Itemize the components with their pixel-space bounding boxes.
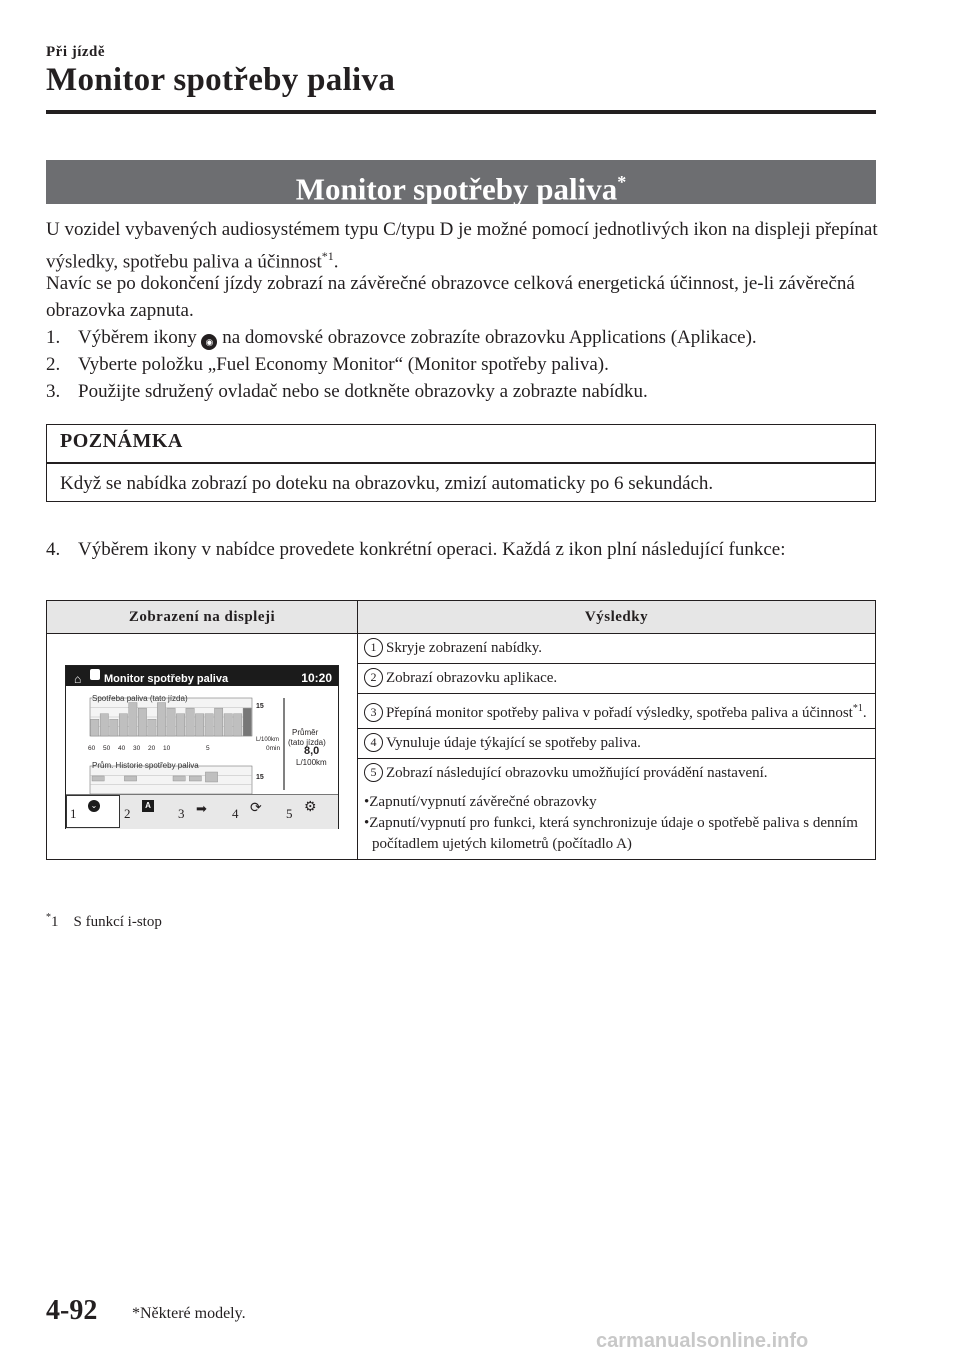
chart1-bar [167, 708, 175, 736]
bullet-1-text: Zapnutí/vypnutí závěrečné obrazovky [369, 794, 597, 810]
chart1-label: Spotřeba paliva (tato jízda) [92, 693, 188, 703]
step-1 [46, 324, 886, 351]
chart1-bar [176, 713, 184, 735]
chart1-bar [148, 719, 156, 736]
chart1-xtick: 0min [266, 744, 281, 752]
functions-table [46, 600, 876, 860]
average-sublabel: (tato jízda) [288, 737, 326, 747]
chart1-xtick: 60 [88, 744, 96, 752]
step-3 [46, 378, 886, 405]
result-row-5 [358, 759, 876, 860]
chart1-bar [138, 708, 146, 736]
average-value: 8,0 [304, 744, 320, 757]
chart2-label: Prům. Historie spotřeby paliva [92, 760, 199, 770]
bullet-2-text: Zapnutí/vypnutí pro funkci, která synchronizuje údaje o spotřebě paliva s denním počítadlem ujetých kilometrů (počítadlo A) [369, 815, 858, 852]
chart1-bar [110, 719, 118, 736]
step-1-text-b: na domovské obrazovce zobrazíte obrazovku Applications (Aplikace). [222, 327, 757, 348]
chart1-xticks [88, 738, 288, 752]
chart1-xtick: 50 [103, 744, 111, 752]
step-2-text: Vyberte položku „Fuel Economy Monitor“ (Monitor spotřeby paliva). [78, 354, 609, 375]
table-header-results: Výsledky [358, 601, 876, 634]
callout-1: 1 [70, 805, 77, 821]
chart1-xtick: 10 [163, 744, 171, 752]
step-4 [46, 536, 886, 563]
intro-paragraph-1 [46, 216, 886, 275]
step-4-text: Výběrem ikony v nabídce provedete konkrétní operaci. Každá z ikon plní následující funkce: [78, 539, 786, 560]
table-header-row [47, 601, 876, 634]
row-3-end: . [862, 705, 867, 721]
table-header-display: Zobrazení na displeji [47, 601, 358, 634]
result-row-1 [358, 634, 876, 664]
chart1-unit: L/100km [256, 736, 280, 743]
page-title: Monitor spotřeby paliva [46, 62, 396, 98]
screen-menu-bar [66, 794, 338, 829]
page-number: 4-92 [46, 1295, 98, 1326]
note-text: Když se nabídka zobrazí po doteku na obrazovku, zmizí automaticky po 6 sekundách. [60, 473, 714, 494]
screen-title: Monitor spotřeby paliva [104, 672, 229, 685]
models-note: *Některé modely. [132, 1305, 246, 1322]
applications-icon: ◉ [201, 334, 217, 350]
callout-3: 3 [178, 805, 185, 821]
header-rule [46, 110, 876, 114]
chart1-bar [234, 713, 242, 735]
row-number-3: 3 [364, 703, 383, 722]
chart2-bar [189, 776, 201, 781]
row-number-5: 5 [364, 763, 383, 782]
step-3-number: 3. [46, 381, 61, 402]
footnote-number: 1 [51, 914, 59, 930]
footnote-mark: * [46, 912, 51, 923]
step-3-text: Použijte sdružený ovladač nebo se dotkněte obrazovky a zobrazte nabídku. [78, 381, 648, 402]
chart2-bar [205, 772, 217, 782]
result-row-3 [358, 694, 876, 729]
chart1-bar [195, 713, 203, 735]
step-4-number: 4. [46, 539, 61, 560]
chart1-bar [214, 708, 222, 736]
row-text-1: Skryje zobrazení nabídky. [386, 640, 543, 656]
screen-cell [47, 634, 358, 860]
watermark: carmanualsonline.info [596, 1330, 809, 1352]
settings-gear-icon[interactable]: ⚙ [304, 797, 317, 814]
note-divider [46, 462, 876, 464]
chart2-ymax: 15 [256, 773, 264, 781]
footnote-text: S funkcí i-stop [73, 914, 162, 930]
table-row [47, 634, 876, 664]
section-banner [46, 160, 876, 207]
chart1-xtick: 40 [118, 744, 126, 752]
switch-view-icon[interactable]: ➡ [196, 800, 207, 816]
intro-p1-end: . [333, 251, 339, 273]
bullet-item: •Zapnutí/vypnutí pro funkci, která synchronizuje údaje o spotřebě paliva s denním počítadlem ujetých kilometrů (počítadlo A) [364, 815, 858, 852]
intro-paragraph-2: Navíc se po dokončení jízdy zobrazí na závěrečné obrazovce celková energetická účinnost, je-li závěrečná obrazovka zapnuta. [46, 273, 855, 321]
applications-icon [90, 669, 100, 680]
home-icon[interactable]: ⌂ [74, 671, 82, 686]
chart1-ymax: 15 [256, 702, 264, 710]
note-title: POZNÁMKA [60, 430, 183, 452]
step-1-text-a: Výběrem ikony [78, 327, 197, 348]
chart1-xtick: 20 [148, 744, 156, 752]
step-2-number: 2. [46, 354, 61, 375]
screen-time: 10:20 [301, 670, 332, 685]
result-row-4 [358, 729, 876, 759]
row-text-4: Vynuluje údaje týkající se spotřeby paliva. [386, 735, 641, 751]
chart1-xtick: 5 [206, 744, 210, 752]
row-number-2: 2 [364, 668, 383, 687]
row-number-1: 1 [364, 638, 383, 657]
intro-p1-text: U vozidel vybavených audiosystémem typu C/typu D je možné pomocí jednotlivých ikon na displeji přepínat výsledky, spotřebu paliva a účinnost [46, 219, 878, 273]
chart2-bar [92, 776, 104, 781]
bullet-item: •Zapnutí/vypnutí závěrečné obrazovky [364, 794, 597, 810]
row-number-4: 4 [364, 733, 383, 752]
row-text-2: Zobrazí obrazovku aplikace. [386, 670, 558, 686]
section-label: Při jízdě [46, 44, 106, 60]
step-2 [46, 351, 886, 378]
screen-title-bar [66, 666, 338, 686]
chart1-bar [91, 719, 99, 736]
reset-icon[interactable]: ⟳ [250, 798, 262, 815]
chart2-bar [124, 776, 136, 781]
chart1-bar [243, 708, 251, 736]
hide-menu-icon[interactable]: ⌄ [88, 800, 100, 812]
chart1-bar [186, 708, 194, 736]
row-text-5: Zobrazí následující obrazovku umožňující provádění nastavení. [386, 765, 768, 781]
banner-title: Monitor spotřeby paliva [295, 171, 618, 207]
banner-asterisk: * [617, 172, 627, 192]
average-label: Průměr [292, 727, 319, 737]
footnote-ref: *1 [321, 249, 334, 263]
row-text-3: Přepíná monitor spotřeby paliva v pořadí výsledky, spotřeba paliva a účinnost [386, 705, 853, 721]
chart1-bar [100, 713, 108, 735]
row-3-footnote-ref: *1 [852, 703, 863, 714]
callout-4: 4 [232, 805, 239, 821]
chart2-bar [173, 776, 185, 781]
chart1-bar [119, 713, 127, 735]
applications-button-icon[interactable]: A [142, 800, 154, 812]
fuel-monitor-screen [65, 665, 339, 829]
result-row-2 [358, 664, 876, 694]
callout-5: 5 [286, 805, 293, 821]
chart1-bar [224, 713, 232, 735]
chart1-xtick: 30 [133, 744, 141, 752]
footnote [46, 912, 162, 931]
step-1-number: 1. [46, 327, 61, 348]
average-unit: L/100km [296, 757, 327, 767]
chart1-bar [205, 713, 213, 735]
callout-2: 2 [124, 805, 131, 821]
